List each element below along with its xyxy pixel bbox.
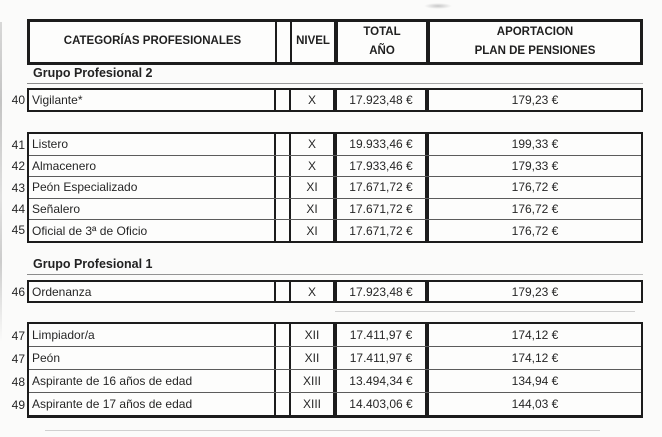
- row-number: 42: [11, 159, 25, 173]
- header-label-nivel: NIVEL: [296, 35, 330, 48]
- group-underline: [27, 83, 643, 84]
- nivel-cell: XIII: [302, 397, 321, 411]
- row-number: 44: [11, 202, 25, 216]
- aportacion-cell: 174,12 €: [511, 328, 559, 342]
- header-cell-total: [338, 22, 426, 62]
- nivel-cell: XI: [306, 223, 318, 238]
- row-block: [27, 88, 643, 112]
- category-cell: Aspirante de 17 años de edad: [32, 397, 193, 411]
- column-divider: [274, 199, 291, 220]
- column-divider: [274, 393, 291, 415]
- nivel-cell: XI: [306, 180, 318, 195]
- table-row: [29, 219, 641, 241]
- total-cell: 17.671,72 €: [349, 180, 413, 195]
- nivel-cell: XIII: [302, 374, 321, 388]
- table-row: [29, 134, 641, 155]
- category-cell: Ordenanza: [32, 284, 92, 299]
- aportacion-cell: 144,03 €: [511, 397, 559, 411]
- category-cell: Vigilante*: [32, 93, 83, 107]
- total-cell: 17.923,48 €: [349, 284, 413, 299]
- aportacion-cell: 174,12 €: [511, 351, 559, 365]
- column-divider: [274, 282, 291, 301]
- total-cell: 17.923,48 €: [349, 93, 413, 107]
- header-cell-nivel: [292, 22, 334, 62]
- aportacion-cell: 176,72 €: [511, 202, 559, 217]
- category-cell: Almacenero: [32, 158, 97, 173]
- aportacion-cell: 179,23 €: [511, 93, 559, 107]
- aportacion-cell: 176,72 €: [511, 180, 559, 195]
- scan-ghost-line: [335, 311, 635, 312]
- row-number: 45: [11, 223, 25, 237]
- group-title: Grupo Profesional 2: [33, 66, 153, 80]
- category-cell: Señalero: [32, 202, 81, 217]
- nivel-cell: XII: [304, 328, 320, 342]
- category-cell: Peón Especializado: [32, 180, 138, 195]
- table-header: [27, 19, 643, 65]
- category-cell: Oficial de 3ª de Oficio: [32, 223, 148, 238]
- total-cell: 17.671,72 €: [349, 223, 413, 238]
- header-label-aportacion-1: APORTACION: [496, 26, 574, 38]
- header-cell-aportacion: [430, 22, 640, 62]
- column-divider: [275, 22, 292, 62]
- aportacion-cell: 179,23 €: [511, 284, 559, 299]
- column-divider: [274, 177, 291, 198]
- category-cell: Listero: [32, 137, 69, 152]
- column-divider: [274, 324, 291, 346]
- category-cell: Peón: [32, 351, 61, 365]
- total-cell: 17.671,72 €: [349, 202, 413, 217]
- table-row: [29, 90, 641, 110]
- column-divider: [274, 220, 291, 241]
- total-cell: 14.403,06 €: [349, 397, 413, 411]
- table-row: [29, 198, 641, 220]
- column-divider: [274, 370, 291, 392]
- aportacion-cell: 199,33 €: [511, 137, 559, 152]
- category-cell: Aspirante de 16 años de edad: [32, 374, 193, 388]
- column-divider: [274, 156, 291, 177]
- nivel-cell: X: [307, 93, 316, 107]
- row-block: [27, 322, 643, 418]
- column-divider: [274, 347, 291, 369]
- table-row: [29, 392, 641, 415]
- row-number: 40: [11, 93, 25, 107]
- nivel-cell: X: [307, 137, 316, 152]
- aportacion-cell: 179,33 €: [511, 158, 559, 173]
- aportacion-cell: 134,94 €: [511, 374, 559, 388]
- row-number: 41: [11, 138, 25, 152]
- nivel-cell: X: [307, 158, 316, 173]
- table-row: [29, 176, 641, 198]
- row-block: [27, 132, 643, 243]
- total-cell: 17.411,97 €: [349, 328, 413, 342]
- total-cell: 17.411,97 €: [349, 351, 413, 365]
- header-row: [30, 22, 640, 62]
- row-number: 47: [11, 352, 25, 366]
- total-cell: 19.933,46 €: [349, 137, 413, 152]
- scan-ghost-line: [45, 430, 600, 431]
- table-row: [29, 369, 641, 392]
- group-title: Grupo Profesional 1: [33, 257, 153, 271]
- header-cell-categories: [30, 22, 275, 62]
- total-cell: 17.933,46 €: [349, 158, 413, 173]
- nivel-cell: XI: [306, 202, 318, 217]
- aportacion-cell: 176,72 €: [511, 223, 559, 238]
- row-number: 43: [11, 181, 25, 195]
- column-divider: [274, 90, 291, 110]
- header-label-aportacion-2: PLAN DE PENSIONES: [474, 44, 596, 57]
- row-number: 47: [11, 329, 25, 343]
- header-label-total-2: AÑO: [369, 44, 395, 57]
- row-number: 46: [11, 285, 25, 299]
- nivel-cell: X: [307, 284, 316, 299]
- header-label-total-1: TOTAL: [363, 26, 401, 38]
- group-underline: [27, 274, 643, 275]
- nivel-cell: XII: [304, 351, 320, 365]
- table-row: [29, 282, 641, 301]
- row-number: 49: [11, 398, 25, 412]
- header-label-categories: CATEGORÍAS PROFESIONALES: [63, 35, 242, 48]
- table-row: [29, 324, 641, 346]
- column-divider: [274, 134, 291, 155]
- category-cell: Limpiador/a: [32, 328, 95, 342]
- row-block: [27, 280, 643, 303]
- scan-smudge: [424, 3, 452, 9]
- table-row: [29, 346, 641, 369]
- table-row: [29, 155, 641, 177]
- row-number: 48: [11, 375, 25, 389]
- total-cell: 13.494,34 €: [349, 374, 413, 388]
